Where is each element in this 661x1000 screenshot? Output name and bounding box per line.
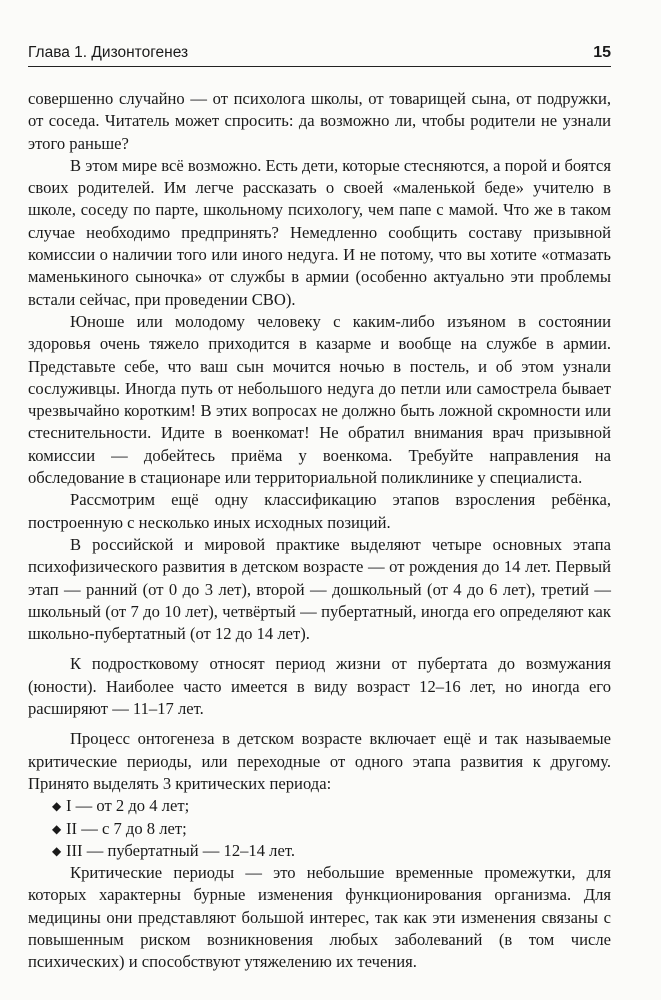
page-number: 15: [593, 44, 611, 61]
diamond-bullet-icon: ◆: [52, 799, 62, 814]
paragraph: К подростковому относят период жизни от пубертата до возмужания (юности). Наиболее часто имеется в виду возраст 12–16 лет, но иногда его расширяют — 11–17 лет.: [28, 654, 611, 719]
body-text: [28, 88, 611, 974]
list-item: [52, 795, 611, 817]
paragraph: В этом мире всё возможно. Есть дети, которые стесняются, а порой и боятся своих родителей. Им легче рассказать о своей «маленькой беде» учителю в школе, соседу по парте, школьному психологу, чем папе с мамой. Что же в таком случае необходимо предпринять? Немедленно сообщить составу призывной комиссии о наличии того или иного недуга. И не потому, что вы хотите «отмазать маменькиного сыночка» от службы в армии (особенно актуально эти проблемы встали сейчас, при проведении СВО).: [28, 155, 611, 309]
critical-periods-list: [28, 795, 611, 862]
running-header: [28, 40, 611, 62]
header-rule: [28, 66, 611, 67]
paragraph: Юноше или молодому человеку с каким-либо изъяном в состоянии здоровья очень тяжело приходится в казарме и вообще на службе в армии. Представьте себе, что ваш сын мочится ночью в постель, и об этом узнали сослуживцы. Иногда путь от небольшого недуга до петли или самострела бывает чрезвычайно коротким! В этих вопросах не должно быть ложной скромности или стеснительности. Идите в военкомат! Не обратил внимания врач призывной комиссии — добейтесь приёма у военкома. Требуйте направления на обследование в стационаре или территориальной поликлинике у специалиста.: [28, 311, 611, 488]
paragraph: В российской и мировой практике выделяют четыре основных этапа психофизического развития в детском возрасте — от рождения до 14 лет. Первый этап — ранний (от 0 до 3 лет), второй — дошкольный (от 4 до 6 лет), третий — школьный (от 7 до 10 лет), четвёртый — пубертатный, иногда его определяют как школьно-пубертатный (от 12 до 14 лет).: [28, 534, 611, 644]
list-item-text: II — с 7 до 8 лет;: [66, 818, 187, 838]
list-item-text: I — от 2 до 4 лет;: [66, 796, 190, 816]
list-item-text: III — пубертатный — 12–14 лет.: [66, 840, 295, 860]
paragraph: совершенно случайно — от психолога школы, от товарищей сына, от подружки, от соседа. Читатель может спросить: да возможно ли, чтобы родители не узнали этого раньше?: [28, 89, 611, 153]
chapter-title: Глава 1. Дизонтогенез: [28, 44, 189, 61]
diamond-bullet-icon: ◆: [52, 821, 62, 836]
list-item: [52, 840, 611, 862]
list-item: [52, 818, 611, 840]
paragraph: Рассмотрим ещё одну классификацию этапов взросления ребёнка, построенную с несколько иных исходных позиций.: [28, 490, 611, 532]
paragraph: Критические периоды — это небольшие временные промежутки, для которых характерны бурные изменения функционирования организма. Для медицины они представляют большой интерес, так как эти изменения связаны с повышенным риском возникновения любых заболеваний (в том числе психических) и способствуют утяжелению их течения.: [28, 863, 611, 972]
paragraph: Процесс онтогенеза в детском возрасте включает ещё и так называемые критические периоды, или переходные от одного этапа развития к другому. Принято выделять 3 критических периода:: [28, 729, 611, 793]
diamond-bullet-icon: ◆: [52, 843, 62, 858]
